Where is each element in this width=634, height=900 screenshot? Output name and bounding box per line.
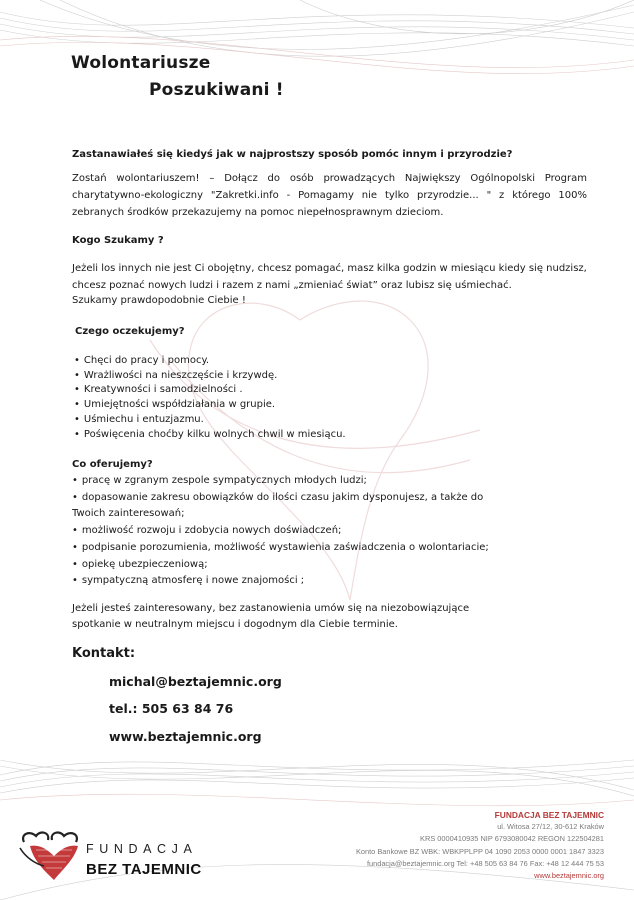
foundation-logo-heart-icon: [16, 828, 88, 886]
footer-foundation-name: FUNDACJA BEZ TAJEMNIC: [494, 810, 604, 820]
list-item: • Chęci do pracy i pomocy.: [74, 354, 346, 369]
logo-word-bez-tajemnic: BEZ TAJEMNIC: [86, 861, 202, 878]
footer-contact-line: fundacja@beztajemnic.org Tel: +48 505 63 84 76 Fax: +48 12 444 75 53: [366, 858, 604, 868]
expectations-heading: Czego oczekujemy?: [75, 326, 185, 337]
footer-block: [356, 809, 604, 882]
intro-paragraph: Zostań wolontariuszem! – Dołącz do osób prowadzących Największy Ogólnopolski Program charytatywno-ekologiczny "Zakretki.info - Pomagamy nie tylko przyrodzie... " z którego 100% zebranych środków przekazujemy na pomoc niepełnosprawnym dzieciom.: [72, 173, 587, 218]
contact-email-link[interactable]: michal@beztajemnic.org: [109, 674, 282, 689]
top-waves: [0, 0, 634, 56]
title-line-2: Poszukiwani !: [149, 80, 284, 100]
footer-website-link[interactable]: www.beztajemnic.org: [534, 871, 604, 881]
expectations-list: [74, 354, 346, 442]
list-item: • Wrażliwości na nieszczęście i krzywdę.: [74, 369, 346, 384]
offer-heading: Co oferujemy?: [72, 459, 153, 470]
footer-bank-account: Konto Bankowe BZ WBK: WBKPPLPP 04 1090 2053 0000 0001 1847 3323: [355, 846, 604, 856]
list-item: • dopasowanie zakresu obowiązków do ilości czasu jakim dysponujesz, a także do Twoich zainteresowań;: [72, 490, 512, 523]
closing-line-1: Jeżeli jesteś zainteresowany, bez zastanowienia umów się na niezobowiązujące: [72, 603, 470, 614]
title-line-1: Wolontariusze: [71, 53, 211, 73]
list-item: • podpisanie porozumienia, możliwość wystawienia zaświadczenia o wolontariacie;: [72, 540, 512, 557]
list-item: • Umiejętności współdziałania w grupie.: [74, 398, 346, 413]
list-item: • sympatyczną atmosferę i nowe znajomości ;: [72, 573, 512, 590]
footer-registry: KRS 0000410935 NIP 6793080042 REGON 122504281: [420, 834, 604, 844]
list-item: • opiekę ubezpieczeniową;: [72, 557, 512, 574]
list-item: • pracę w zgranym zespole sympatycznych młodych ludzi;: [72, 473, 512, 490]
seeking-paragraph: Jeżeli los innych nie jest Ci obojętny, chcesz pomagać, masz kilka godzin w miesiącu kiedy się nudzisz, chcesz poznać nowych ludzi i razem z nami „zmieniać świat” oraz lubisz się uśmiechać.: [72, 263, 587, 291]
offer-list: [72, 473, 512, 590]
closing-line-2: spotkanie w neutralnym miejscu i dogodnym dla Ciebie terminie.: [72, 619, 398, 630]
intro-question: Zastanawiałeś się kiedyś jak w najprostszy sposób pomóc innym i przyrodzie?: [72, 149, 513, 160]
list-item: • Uśmiechu i entuzjazmu.: [74, 413, 346, 428]
footer-address: ul. Witosa 27/12, 30-612 Kraków: [497, 822, 604, 832]
seeking-closing-line: Szukamy prawdopodobnie Ciebie !: [72, 295, 246, 306]
seeking-heading: Kogo Szukamy ?: [72, 235, 164, 246]
contact-phone: tel.: 505 63 84 76: [109, 701, 234, 716]
logo-word-fundacja: FUNDACJA: [86, 842, 198, 856]
list-item: • możliwość rozwoju i zdobycia nowych doświadczeń;: [72, 523, 512, 540]
contact-heading: Kontakt:: [72, 646, 136, 661]
list-item: • Kreatywności i samodzielności .: [74, 383, 346, 398]
contact-website-link[interactable]: www.beztajemnic.org: [109, 729, 262, 744]
bottom-waves-tint: [0, 794, 634, 806]
list-item: • Poświęcenia choćby kilku wolnych chwil w miesiącu.: [74, 428, 346, 443]
